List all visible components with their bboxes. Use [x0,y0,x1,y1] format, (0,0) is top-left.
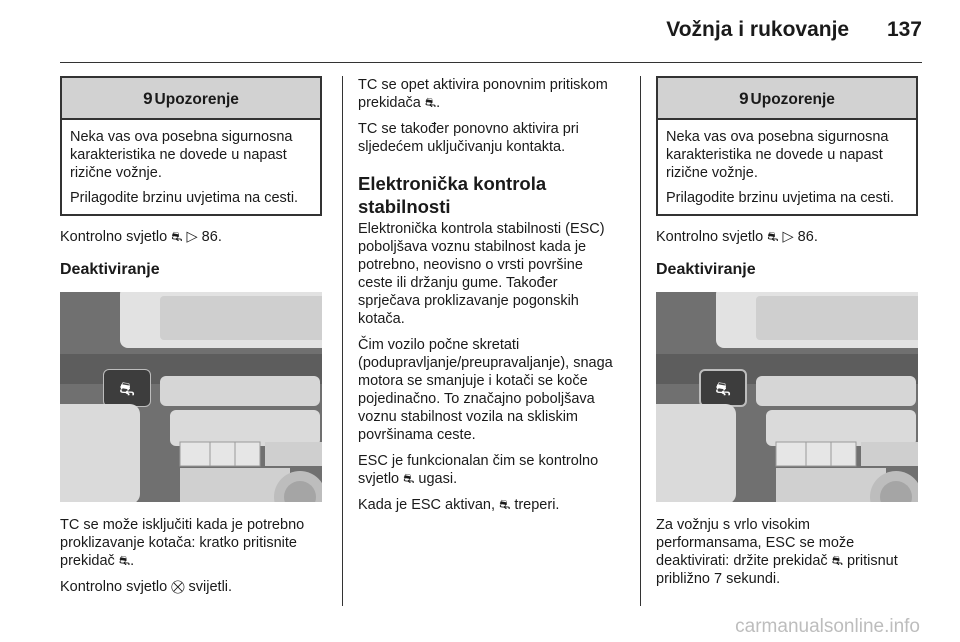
column-1 [60,76,322,596]
warning-icon: 9 [739,89,749,108]
svg-text:⛐: ⛐ [715,379,731,400]
esc-deactivate-text: Za vožnju s vrlo visokim performansama, ESC se može deaktivirati: držite prekidač ⛐ pritisnut približno 7 sekundi. [656,517,898,587]
tc-car-icon: ⛐ [118,553,131,568]
dashboard-switch-figure [60,292,322,502]
warning-text-1: Neka vas ova posebna sigurnosna karakteristika ne dovede u napast rizične vožnje. [70,129,293,181]
warning-title: Upozorenje [750,91,835,108]
esc-car-icon: ⛐ [171,229,183,244]
warning-header [658,78,916,120]
warning-icon: 9 [143,89,153,108]
esc-car-icon: ⛐ [499,497,511,512]
esc-heading: Elektronička kontrola stabilnosti [358,173,547,217]
esc-car-icon: ⛐ [831,553,843,568]
esc-car-icon: ⛐ [403,471,415,486]
watermark-footer: carmanualsonline.info [735,616,920,637]
warning-body [62,120,320,214]
warning-text-2: Prilagodite brzinu uvjetima na cesti. [70,190,299,206]
column-2 [358,76,620,514]
chapter-title: Vožnja i rukovanje [666,18,850,41]
page-number: 137 [886,18,922,41]
warning-body [658,120,916,214]
warning-text-1: Neka vas ova posebna sigurnosna karakteristika ne dovede u napast rizične vožnje. [666,129,889,181]
header-rule [60,62,922,63]
control-lamp-ref: Kontrolno svjetlo ⛐ ▷ 86. [60,229,222,245]
page-ref-icon: ▷ [186,229,198,245]
tc-car-icon: ⛐ [424,95,437,110]
tc-off-lamp-text: Kontrolno svjetlo ⛒ svijetli. [60,579,233,595]
control-lamp-ref: Kontrolno svjetlo ⛐ ▷ 86. [656,229,818,245]
page-header [666,18,922,42]
warning-box [656,76,918,216]
warning-header [62,78,320,120]
warning-title: Upozorenje [154,91,239,108]
dashboard-switch-figure [656,292,918,502]
tc-ignition-text: TC se također ponovno aktivira pri sljedećem uključivanju kontakta. [358,121,579,155]
svg-text:⛐: ⛐ [119,379,135,400]
section-heading: Deaktiviranje [60,261,160,278]
tc-off-icon: ⛒ [171,579,185,594]
esc-car-icon: ⛐ [767,229,779,244]
warning-text-2: Prilagodite brzinu uvjetima na cesti. [666,190,895,206]
tc-reactivate-text: TC se opet aktivira ponovnim pritiskom prekidača ⛐. [358,77,608,111]
esc-intro-text: Elektronička kontrola stabilnosti (ESC) poboljšava voznu stabilnost kada je potrebno, neovisno o vrsti površine ceste ili držanju gume. Također sprječava proklizavanje pogonskih kotača. [358,221,605,327]
column-divider-2 [640,76,641,606]
warning-box [60,76,322,216]
page-ref-icon: ▷ [782,229,794,245]
esc-active-text: Kada je ESC aktivan, ⛐ treperi. [358,497,560,513]
esc-ready-text: ESC je funkcionalan čim se kontrolno svjetlo ⛐ ugasi. [358,453,599,487]
section-heading: Deaktiviranje [656,261,756,278]
esc-function-text: Čim vozilo počne skretati (podupravljanje/preupravaljanje), snaga motora se smanjuje i kotači se koče pojedinačno. To značajno poboljšava voznu stabilnost vozila na skliskim površinama ceste. [358,337,613,443]
tc-deactivate-text: TC se može isključiti kada je potrebno proklizavanje kotača: kratko pritisnite prekidač ⛐. [60,517,305,569]
column-divider-1 [342,76,343,606]
column-3 [656,76,918,588]
